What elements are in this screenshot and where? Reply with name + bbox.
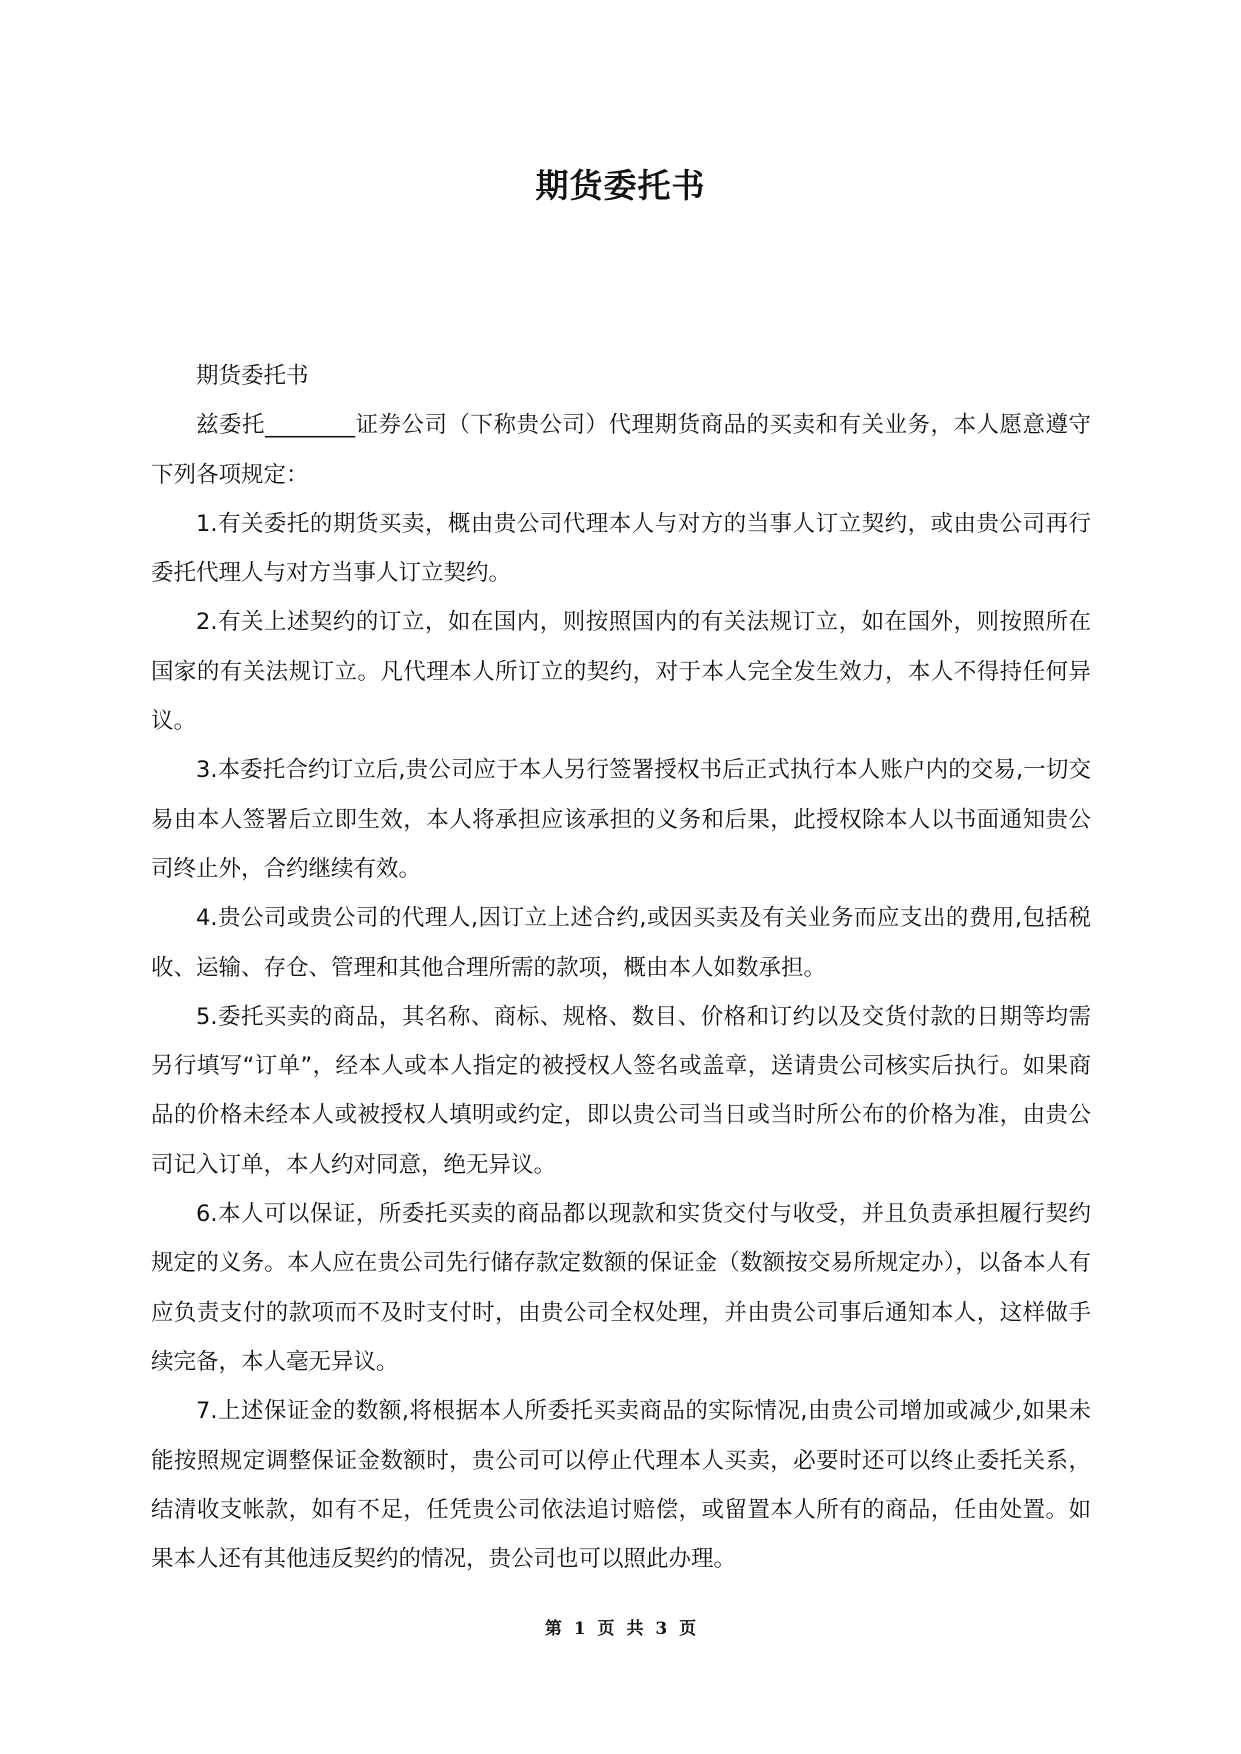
document-title: 期货委托书 (535, 166, 706, 205)
paragraph-clause-2: 2.有关上述契约的订立，如在国内，则按照国内的有关法规订立，如在国外，则按照所在国家的有关法规订立。凡代理本人所订立的契约，对于本人完全发生效力，本人不得持任何异议。 (151, 609, 1091, 735)
paragraph-clause-1: 1.有关委托的期货买卖，概由贵公司代理本人与对方的当事人订立契约，或由贵公司再行委托代理人与对方当事人订立契约。 (151, 510, 1091, 587)
paragraph-clause-5: 5.委托买卖的商品，其名称、商标、规格、数目、价格和订约以及交货付款的日期等均需另行填写“订单”，经本人或本人指定的被授权人签名或盖章，送请贵公司核实后执行。如果商品的价格未经本人或被授权人填明或约定，即以贵公司当日或当时所公布的价格为准，由贵公司记入订单，本人约对同意，绝无异议。 (151, 1003, 1091, 1178)
paragraph-clause-3: 3.本委托合约订立后,贵公司应于本人另行签署授权书后正式执行本人账户内的交易,一切交易由本人签署后立即生效，本人将承担应该承担的义务和后果，此授权除本人以书面通知贵公司终止外，合约继续有效。 (151, 757, 1091, 882)
paragraph-clause-7: 7.上述保证金的数额,将根据本人所委托买卖商品的实际情况,由贵公司增加或减少,如果未能按照规定调整保证金数额时，贵公司可以停止代理本人买卖，必要时还可以终止委托关系，结清收支帐款，如有不足，任凭贵公司依法追讨赔偿，或留置本人所有的商品，任由处置。如果本人还有其他违反契约的情况，贵公司也可以照此办理。 (151, 1398, 1091, 1573)
paragraph-heading: 期货委托书 (196, 363, 309, 389)
document-body (151, 352, 1091, 1584)
page-number-footer: 第 1 页 共 3 页 (544, 1619, 697, 1639)
paragraph-clause-4: 4.贵公司或贵公司的代理人,因订立上述合约,或因买卖及有关业务而应支出的费用,包括税收、运输、存仓、管理和其他合理所需的款项，概由本人如数承担。 (151, 905, 1091, 981)
paragraph-intro: 兹委托________证券公司（下称贵公司）代理期货商品的买卖和有关业务，本人愿意遵守下列各项规定： (151, 412, 1091, 488)
paragraph-clause-6: 6.本人可以保证，所委托买卖的商品都以现款和实货交付与收受，并且负责承担履行契约规定的义务。本人应在贵公司先行储存款定数额的保证金（数额按交易所规定办），以备本人有应负责支付的款项而不及时支付时，由贵公司全权处理，并由贵公司事后通知本人，这样做手续完备，本人毫无异议。 (151, 1201, 1091, 1375)
